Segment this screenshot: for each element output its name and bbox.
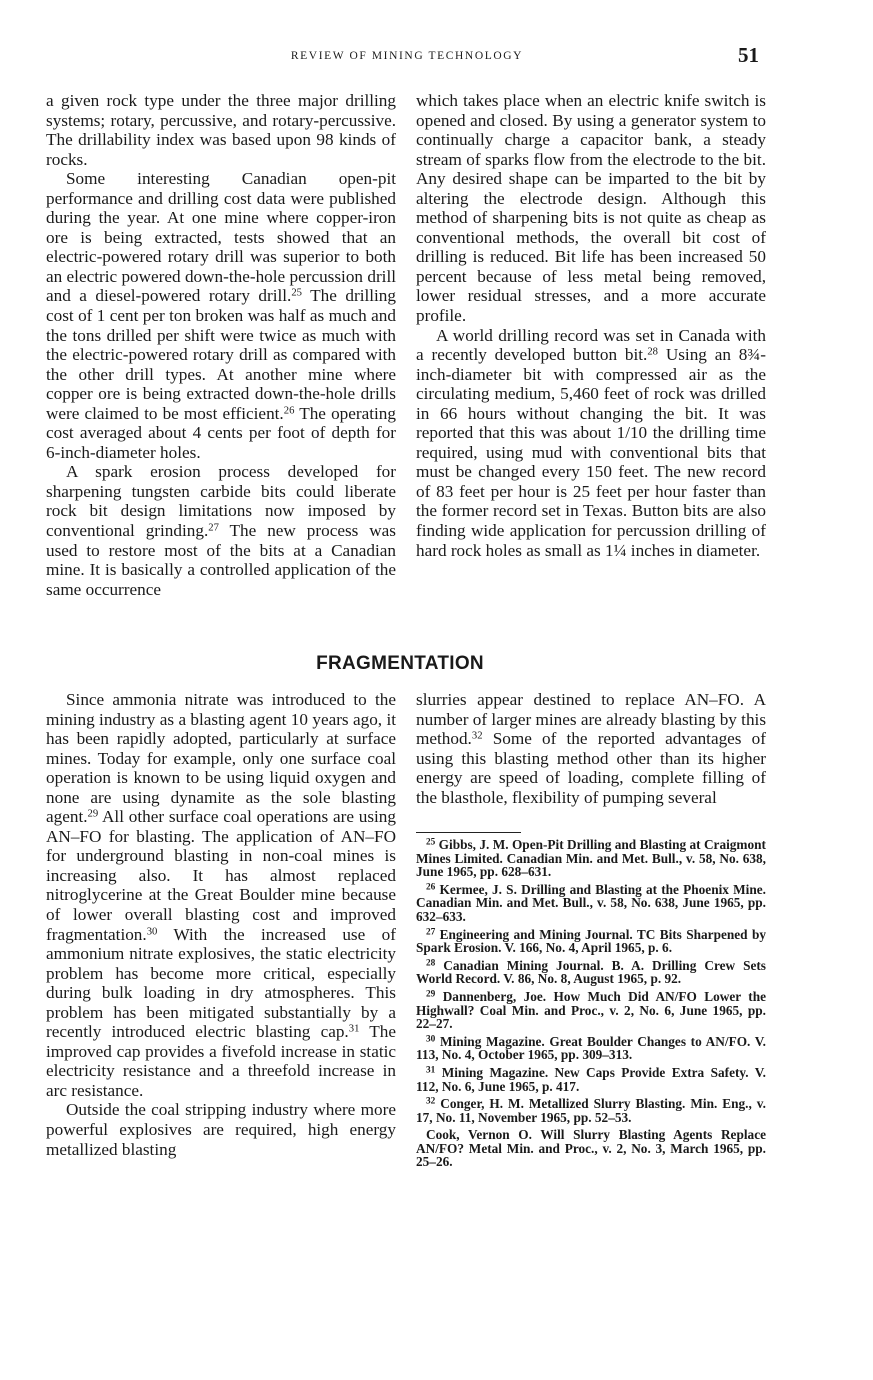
column-bottom-right [416, 690, 766, 807]
footnote-text: Conger, H. M. Metallized Slurry Blasting. Min. Eng., v. 17, No. 11, November 1965, pp. 52–53. [416, 1096, 766, 1125]
footnote-text: Gibbs, J. M. Open-Pit Drilling and Blasting at Craigmont Mines Limited. Canadian Min. and Met. Bull., v. 58, No. 638, June 1965, pp. 628–631. [416, 837, 766, 880]
paragraph-text: A spark erosion process developed for sharpening tungsten carbide bits could liberate rock bit design limitations now imposed by conventional grinding. [46, 462, 396, 541]
footnote [416, 838, 766, 879]
footnote-number: 27 [426, 926, 436, 937]
running-head: REVIEW OF MINING TECHNOLOGY [290, 50, 524, 62]
paragraph-text: Outside the coal stripping industry where more powerful explosives are required, high energy metallized blasting [46, 1100, 396, 1159]
footnote [416, 928, 766, 955]
footnote-number: 30 [426, 1034, 436, 1045]
paragraph-text: slurries appear destined to replace AN–FO. A number of larger mines are already blasting by this method. [416, 690, 767, 749]
paragraph-text: With the increased use of ammonium nitrate explosives, the static electricity problem has become more critical, especially during bulk loading in dry atmospheres. This problem has been mitigated substantially by a recently introduced electric blasting cap. [46, 924, 396, 1042]
page-number: 51 [738, 43, 759, 67]
footnote-text: Mining Magazine. Great Boulder Changes to AN/FO. V. 113, No. 4, October 1965, pp. 309–313. [416, 1033, 766, 1063]
paragraph-text: The drilling cost of 1 cent per ton broken was half as much and the tons drilled per shift were twice as much with the electric-powered rotary drill as compared with the other drill types. At another mine where copper ore is being extracted down-the-hole drills were claimed to be most efficient. [46, 286, 396, 423]
column-bottom-left [46, 690, 396, 1159]
footnote-text: Kermee, J. S. Drilling and Blasting at the Phoenix Mine. Canadian Min. and Met. Bull., v. 58, No. 638, June 1965, pp. 632–633. [416, 881, 766, 924]
footnote-ref: 27 [208, 522, 219, 534]
footnote-text: Canadian Mining Journal. B. A. Drilling Crew Sets World Record. V. 86, No. 8, August 1965, p. 92. [416, 957, 766, 987]
footnote-text: Mining Magazine. New Caps Provide Extra Safety. V. 112, No. 6, June 1965, p. 417. [416, 1064, 766, 1094]
paragraph-text: a given rock type under the three major drilling systems; rotary, percussive, and rotary-percussive. The drillability index was based upon 98 kinds of rocks. [46, 91, 396, 169]
footnote-divider [416, 832, 521, 833]
footnote-number: 25 [426, 837, 436, 848]
paragraph-text: A world drilling record was set in Canada with a recently developed button bit. [416, 325, 766, 365]
footnote-ref: 26 [283, 405, 295, 417]
footnote-text: Cook, Vernon O. Will Slurry Blasting Agents Replace AN/FO? Metal Min. and Proc., v. 2, No. 3, March 1965, pp. 25–26. [416, 1127, 766, 1170]
footnote [416, 990, 766, 1031]
paragraph [46, 91, 396, 169]
footnote-text: Engineering and Mining Journal. TC Bits Sharpened by Spark Erosion. V. 166, No. 4, April 1965, p. 6. [416, 926, 766, 956]
footnote [416, 959, 766, 986]
paragraph [416, 326, 766, 561]
footnote [416, 883, 766, 924]
footnote-number: 31 [426, 1065, 436, 1076]
paragraph-text: All other surface coal operations are using AN–FO for blasting. The application of AN–FO for underground blasting in non-coal mines is increasing also. It has almost replaced nitroglycerine at the Great Boulder mine because of lower overall blasting cost and improved fragmentation. [46, 807, 396, 944]
footnote-text: Dannenberg, Joe. How Much Did AN/FO Lower the Highwall? Coal Min. and Proc., v. 2, No. 6, June 1965, pp. 22–27. [416, 988, 766, 1032]
footnote [416, 1128, 766, 1169]
paragraph [416, 91, 766, 326]
section-heading: FRAGMENTATION [316, 653, 484, 674]
footnote-number: 26 [426, 882, 436, 893]
paragraph-text: Some interesting Canadian open-pit performance and drilling cost data were published during the year. At one mine where copper-iron ore is being extracted, tests showed that an electric-powered rotary drill was superior to both an electric powered down-the-hole percussion drill and a diesel-powered rotary drill. [46, 169, 396, 306]
footnotes [416, 838, 766, 1173]
footnote-number: 28 [426, 958, 436, 969]
paragraph-text: The new process was used to restore most of the bits at a Canadian mine. It is basically a controlled application of the same occurrence [46, 521, 396, 599]
paragraph [46, 1100, 396, 1159]
footnote [416, 1035, 766, 1062]
paragraph-text: which takes place when an electric knife switch is opened and closed. By using a generator system to continually charge a capacitor bank, a steady stream of sparks flow from the electrode to the bit. Any desired shape can be imparted to the bit by altering the electrode design. Although this method of sharpening bits is not quite as cheap as conventional methods, the overall bit cost of drilling is reduced. Bit life has been increased 50 percent because of less metal being removed, lower residual stresses, and a more accurate profile. [416, 91, 766, 326]
footnote [416, 1066, 766, 1093]
paragraph [46, 169, 396, 462]
footnote-ref: 31 [348, 1023, 360, 1035]
column-top-right [416, 91, 766, 560]
footnote-ref: 25 [291, 288, 302, 300]
footnote-ref: 32 [471, 730, 483, 742]
paragraph-text: Since ammonia nitrate was introduced to the mining industry as a blasting agent 10 years ago, it has been rapidly adopted, particularly at surface mines. Today for example, only one surface coal operation is known to be using liquid oxygen and none are using dynamite as the sole blasting agent. [46, 690, 396, 827]
footnote-number: 29 [426, 989, 436, 1000]
paragraph [46, 462, 396, 599]
paragraph-text: Using an 8¾-inch-diameter bit with compressed air as the circulating medium, 5,460 feet of rock was drilled in 66 hours without changing the bit. It was reported that this was about 1/10 the drilling time required, using mud with conventional bits that must be changed every 150 feet. The new record of 83 feet per hour is 25 feet per hour faster than the former record set in Texas. Button bits are also finding wide application for percussion drilling of hard rock holes as small as 1¼ inches in diameter. [416, 345, 766, 560]
paragraph-text: The improved cap provides a fivefold increase in static electricity resistance and a threefold increase in arc resistance. [46, 1022, 396, 1100]
paragraph-text: Some of the reported advantages of using this blasting method other than its higher energy are speed of loading, complete filling of the blasthole, flexibility of pumping several [416, 729, 766, 807]
footnote-ref: 29 [87, 808, 99, 820]
footnote-number: 32 [426, 1096, 436, 1107]
footnote-ref: 28 [647, 346, 658, 358]
paragraph [416, 690, 766, 807]
footnote-ref: 30 [146, 926, 158, 938]
paragraph [46, 690, 396, 1100]
column-top-left [46, 91, 396, 599]
paragraph-text: The operating cost averaged about 4 cents per foot of depth for 6-inch-diameter holes. [46, 403, 396, 462]
footnote [416, 1097, 766, 1124]
